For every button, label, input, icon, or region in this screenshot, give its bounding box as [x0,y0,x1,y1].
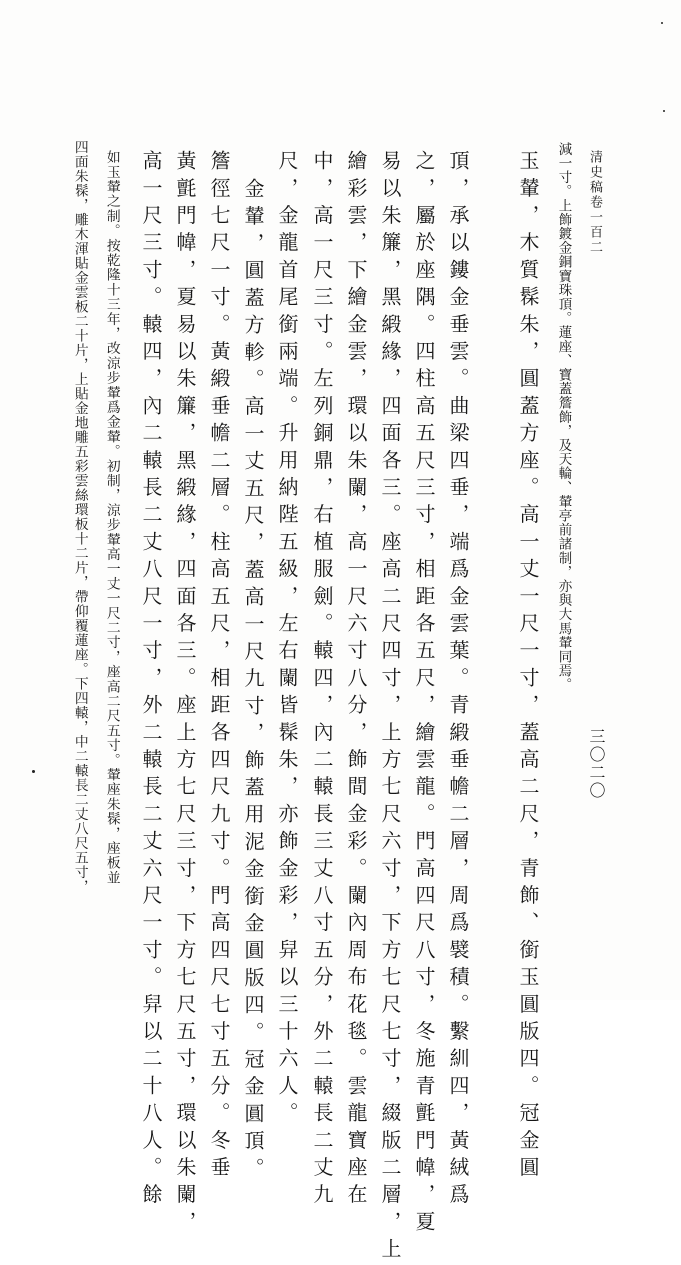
text-column-5: 易以朱簾，黑緞緣，四面各三。座高二尺四寸，上方七尺六寸，下方七尺七寸，綴版二層，上 [378,150,402,1265]
text-column-7: 中，高一尺三寸。左列銅鼎，右植服劍。轅四，內二轅長三丈八寸五分，外二轅長二丈九 [310,150,334,1211]
text-column-14: 四面朱髹，雕木渾貼金雲板二十片，上貼金地雕五彩雲絲環板十二片，帶仰覆蓮座。下四轅，中二轅長二丈八尺五寸， [71,140,88,894]
running-title: 清史稿卷一百二 [587,150,602,255]
text-column-13: 如玉輦之制。按乾隆十三年，改涼步輦爲金輦。初制，涼步輦高一丈一尺二寸，座高二尺五寸。輦座朱髹，座板並 [103,150,120,885]
text-column-1: 減一寸。上飾鍍金銅寶珠頂。蓮座、寶蓋簷飾，及天輪、輦亭前諸制，亦與大馬輦同焉。 [555,142,572,692]
text-column-10: 簷徑七尺一寸。黃緞垂幨二層。柱高五尺，相距各四尺九寸。門高四尺七寸五分。冬垂 [207,150,231,1184]
text-column-3: 頂，承以鏤金垂雲。曲梁四垂，端爲金雲葉。青緞垂幨二層，周爲襞積。繫紃四，黃絨爲 [446,150,470,1211]
text-column-2: 玉輦，木質髹朱，圓蓋方座。高一丈一尺一寸，蓋高二尺，青飾、銜玉圓版四。冠金圓 [516,150,540,1184]
text-column-12: 高一尺三寸。轅四，內二轅長二丈八尺一寸，外二轅長二丈六尺一寸。舁以二十八人。餘 [139,150,163,1211]
scan-speck [663,110,665,112]
text-column-8: 尺，金龍首尾銜兩端。升用納陛五級，左右闌皆髹朱，亦飾金彩，舁以三十六人。 [275,150,299,1130]
scan-speck [661,22,663,24]
page-number: 三〇二〇 [587,728,606,800]
scan-speck [32,770,35,773]
text-column-6: 繪彩雲，下繪金雲，環以朱闌，高一尺六寸八分，飾間金彩。闌內周布花毯。雲龍寶座在 [344,150,368,1211]
text-column-9: 金輦，圓蓋方軫。高一丈五尺，蓋高一尺九寸，飾蓋用泥金銜金圓版四。冠金圓頂。 [241,178,265,1185]
text-column-4: 之，屬於座隅。四柱高五尺三寸，相距各五尺，繪雲龍。門高四尺八寸，冬施青氈門幃，夏 [412,150,436,1238]
text-column-11: 黃氈門幃，夏易以朱簾，黑緞緣，四面各三。座上方七尺三寸，下方七尺五寸，環以朱闌， [173,150,197,1238]
